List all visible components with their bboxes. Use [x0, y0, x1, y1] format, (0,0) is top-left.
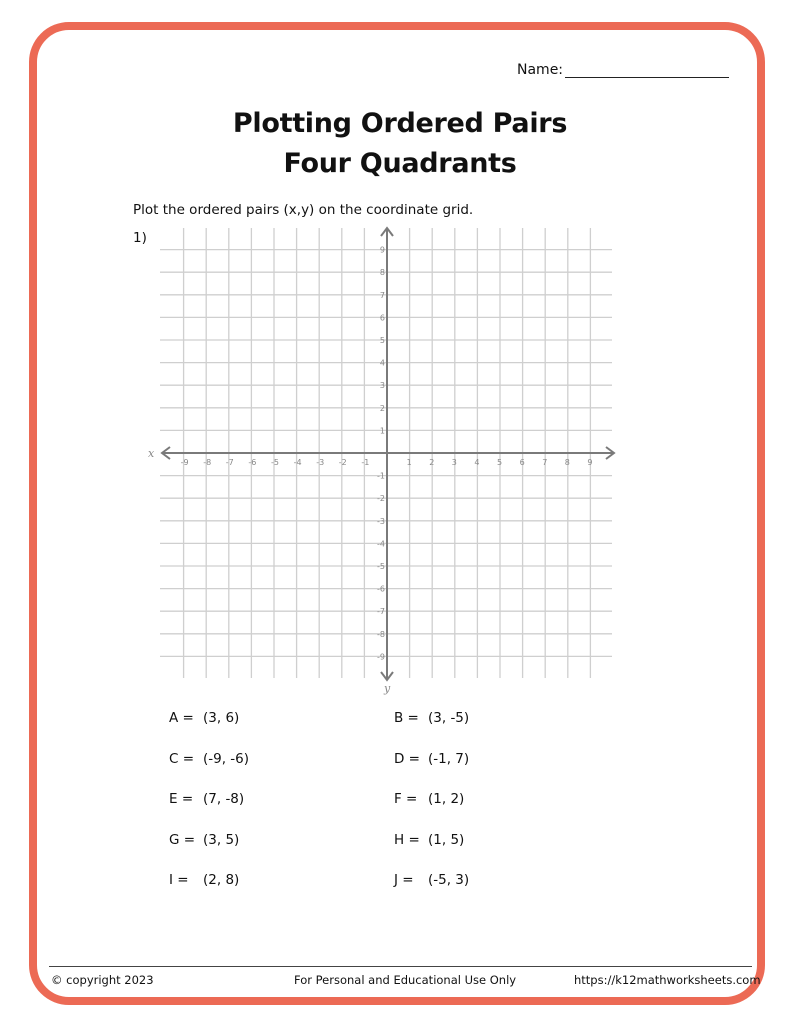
pair-value: (1, 5) — [428, 831, 465, 848]
y-tick-label: -9 — [377, 652, 385, 662]
y-tick-label: 5 — [379, 336, 385, 345]
pair-label: J = — [394, 872, 414, 888]
site-url-link[interactable]: https://k12mathworksheets.com — [574, 973, 761, 987]
pair-label: D = — [394, 750, 420, 767]
pair-value: (2, 8) — [203, 872, 240, 888]
worksheet-title-line-2: Four Quadrants — [283, 148, 517, 179]
x-tick-label: 3 — [451, 458, 457, 467]
x-axis-label: x — [148, 447, 155, 460]
x-tick-label: 2 — [429, 458, 435, 467]
y-tick-label: 4 — [379, 358, 385, 368]
y-tick-label: -7 — [377, 607, 385, 617]
pair-label: G = — [169, 831, 196, 848]
y-tick-label: 7 — [379, 290, 385, 300]
y-tick-label: -4 — [377, 539, 385, 549]
ordered-pair-item — [394, 710, 469, 726]
ordered-pair-item — [169, 872, 239, 888]
instruction-text: Plot the ordered pairs (x,y) on the coordinate grid. — [133, 202, 474, 218]
pair-value: (-1, 7) — [428, 750, 470, 767]
y-tick-label: 6 — [379, 313, 385, 323]
copyright-text: © copyright 2023 — [51, 973, 154, 987]
pair-value: (-9, -6) — [203, 750, 250, 767]
y-tick-label: 9 — [379, 245, 385, 255]
y-tick-label: 2 — [379, 403, 385, 413]
usage-notice: For Personal and Educational Use Only — [294, 973, 517, 987]
name-label: Name: — [517, 62, 564, 78]
pair-value: (-5, 3) — [428, 872, 470, 888]
ordered-pair-item — [394, 791, 464, 807]
y-axis-label: y — [384, 682, 391, 695]
pair-label: F = — [394, 791, 418, 807]
y-tick-label: 3 — [379, 381, 385, 391]
x-tick-label: -2 — [338, 458, 347, 467]
worksheet-title-line-1: Plotting Ordered Pairs — [232, 108, 568, 139]
pair-value: (7, -8) — [203, 791, 245, 807]
problem-number: 1) — [133, 230, 147, 246]
ordered-pair-item — [169, 710, 239, 726]
ordered-pair-item — [394, 872, 469, 888]
y-tick-label: 1 — [379, 426, 385, 436]
pair-value: (1, 2) — [428, 791, 465, 807]
y-tick-label: -5 — [377, 562, 385, 571]
x-tick-label: -9 — [180, 458, 189, 467]
ordered-pair-item — [394, 751, 469, 767]
y-tick-label: 8 — [379, 268, 385, 278]
pair-value: (3, 6) — [203, 710, 240, 726]
y-tick-label: -6 — [377, 584, 385, 594]
pair-value: (3, -5) — [428, 710, 470, 726]
y-tick-label: -2 — [377, 494, 385, 504]
pair-label: A = — [169, 710, 194, 726]
y-tick-label: -1 — [377, 471, 385, 481]
pair-label: H = — [394, 831, 420, 848]
x-tick-label: 4 — [474, 458, 480, 467]
x-tick-label: -1 — [361, 458, 370, 467]
x-tick-label: 1 — [406, 458, 412, 467]
ordered-pair-item — [169, 832, 239, 848]
ordered-pair-item — [169, 751, 249, 767]
x-tick-label: 5 — [497, 458, 503, 467]
pair-label: B = — [394, 710, 419, 726]
x-tick-label: -4 — [293, 458, 302, 467]
x-tick-label: -5 — [271, 458, 279, 467]
x-tick-label: -7 — [225, 458, 234, 467]
x-tick-label: -3 — [316, 458, 325, 467]
y-tick-label: -3 — [377, 516, 385, 526]
ordered-pair-item — [394, 832, 464, 848]
x-tick-label: 6 — [519, 458, 525, 467]
ordered-pair-item — [169, 791, 244, 807]
x-tick-label: 9 — [587, 458, 593, 467]
x-tick-label: -6 — [248, 458, 257, 467]
y-tick-label: -8 — [377, 629, 385, 639]
pair-label: C = — [169, 750, 195, 767]
x-tick-label: -8 — [203, 458, 212, 467]
x-tick-label: 7 — [542, 458, 548, 467]
pair-label: E = — [169, 791, 194, 807]
pair-label: I = — [169, 872, 189, 888]
footer-divider — [49, 966, 752, 967]
x-tick-label: 8 — [564, 458, 570, 467]
pair-value: (3, 5) — [203, 831, 240, 848]
